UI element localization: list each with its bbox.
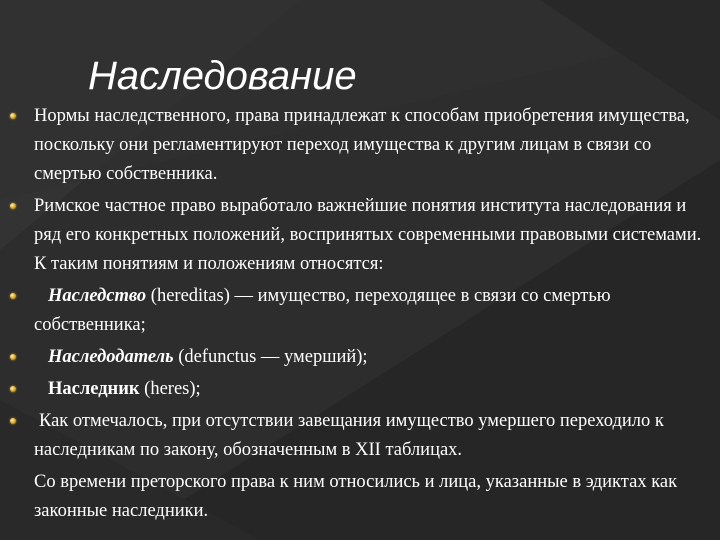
bullet-item xyxy=(8,192,712,279)
term-definition: (defunctus — умерший); xyxy=(173,347,368,367)
bullet-item xyxy=(8,102,712,189)
bullet-text: Нормы наследственного, права принадлежат к способам приобретения имущества, поскольку они регламентируют переход имущества к другим лицам в связи со смертью собственника. xyxy=(34,106,690,184)
term-definition: (heres); xyxy=(139,379,201,399)
term-nasledodatel: Наследодатель xyxy=(48,347,174,367)
term-definition: (hereditas) — имущество, переходящее в связи со смертью собственника; xyxy=(34,286,611,335)
bullet-icon xyxy=(10,203,16,209)
term-nasledstvo: Наследство xyxy=(48,286,147,306)
paragraph-text: Со времени преторского права к ним относились и лица, указанные в эдиктах как законные наследники. xyxy=(34,472,678,521)
bullet-icon xyxy=(10,293,16,299)
bullet-item xyxy=(8,407,712,465)
bullet-list xyxy=(8,102,712,526)
bullet-icon xyxy=(10,354,16,360)
bullet-item xyxy=(8,343,712,372)
paragraph-item xyxy=(8,468,712,526)
bullet-item xyxy=(8,282,712,340)
bullet-icon xyxy=(10,386,16,392)
slide-title: Наследование xyxy=(88,54,357,98)
term-naslednik: Наследник xyxy=(48,379,140,399)
bullet-text: Как отмечалось, при отсутствии завещания имущество умершего переходило к наследникам по закону, обозначенным в XII таблицах. xyxy=(34,411,664,460)
bullet-item xyxy=(8,375,712,404)
bullet-icon xyxy=(10,418,16,424)
bullet-text: Римское частное право выработало важнейшие понятия института наследования и ряд его конкретных положений, воспринятых современными правовыми системами. К таким понятиям и положениям относятся: xyxy=(34,196,702,274)
bullet-icon xyxy=(10,113,16,119)
